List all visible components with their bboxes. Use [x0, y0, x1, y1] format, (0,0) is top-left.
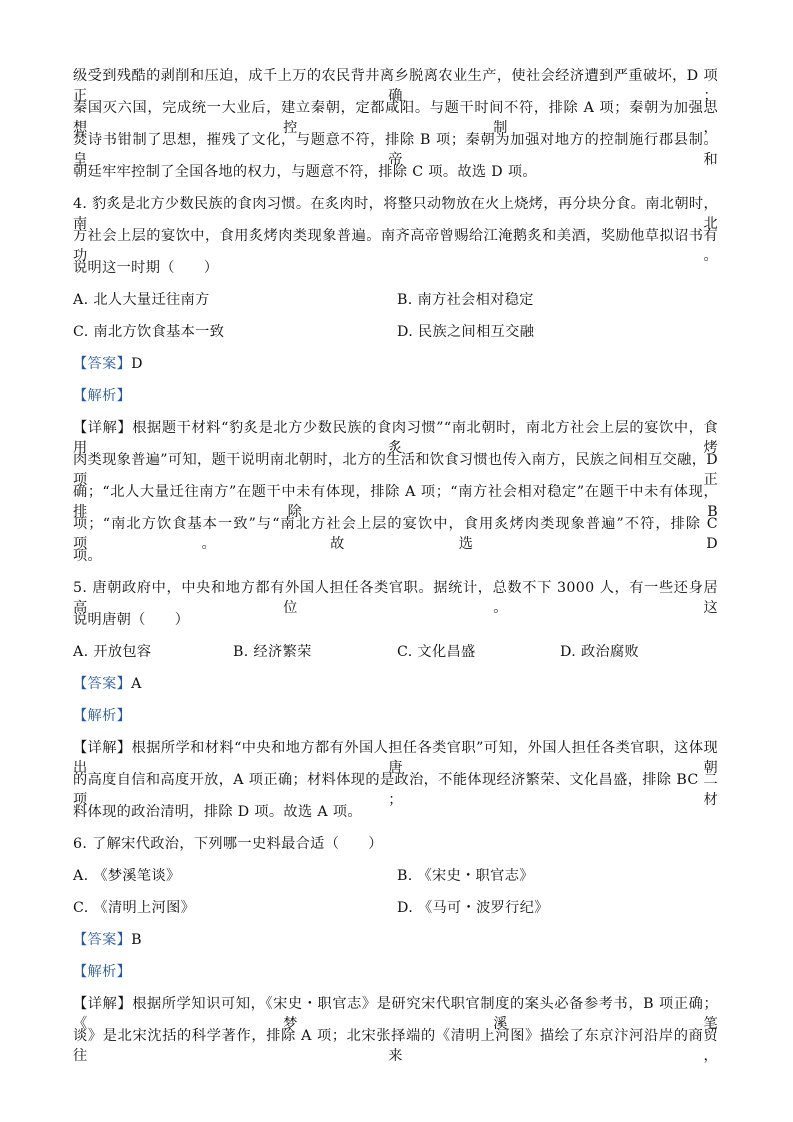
question-5-option-c: C. 文化昌盛	[397, 644, 476, 660]
analysis-tag: 【解析】	[73, 388, 132, 404]
detail-line: 料体现的政治清明，排除 D 项。故选 A 项。	[73, 804, 362, 820]
answer-value: A	[131, 676, 142, 692]
paragraph-line: 焚诗书钳制了思想，摧残了文化，与题意不符，排除 B 项；秦朝为加强对地方的控制施行郡县制。皇帝和	[73, 132, 718, 168]
answer-line	[73, 674, 142, 694]
question-4-stem: 4. 豹炙是北方少数民族的食肉习惯。在炙肉时，将整只动物放在火上烧烤，再分块分食。南北朝时，南北	[73, 196, 718, 232]
question-5-option-a: A. 开放包容	[73, 644, 152, 660]
detail-line: 的高度自信和高度开放，A 项正确；材料体现的是政治，不能体现经济繁荣、文化昌盛，排除 BC 二项；材	[73, 772, 718, 808]
detail-line: 谈》是北宋沈括的科学著作，排除 A 项；北宋张择端的《清明上河图》描绘了东京汴河沿岸的商贸往来，	[73, 1028, 718, 1064]
analysis-tag: 【解析】	[73, 708, 132, 724]
analysis-line	[73, 962, 131, 982]
question-5-option-b: B. 经济繁荣	[233, 644, 312, 660]
answer-tag: 【答案】	[73, 932, 132, 948]
answer-tag: 【答案】	[73, 356, 132, 372]
question-5-stem: 说明唐朝（ ）	[73, 612, 190, 628]
question-6-option-b: B. 《宋史・职官志》	[397, 868, 534, 884]
question-6-stem: 6. 了解宋代政治，下列哪一史料最合适（ ）	[73, 836, 383, 852]
question-6-option-c: C. 《清明上河图》	[73, 900, 196, 916]
question-4-option-b: B. 南方社会相对稳定	[397, 292, 534, 308]
analysis-line	[73, 386, 131, 406]
answer-line	[73, 930, 142, 950]
detail-text: 根据所学和材料“中央和地方都有外国人担任各类官职”可知，外国人担任各类官职，这体现出唐朝	[73, 740, 718, 776]
paragraph-line: 朝廷牢牢控制了全国各地的权力，与题意不符，排除 C 项。故选 D 项。	[73, 164, 537, 180]
question-4-stem: 方社会上层的宴饮中，食用炙烤肉类现象普遍。南齐高帝曾赐给江淹鹅炙和美酒，奖励他草拟诏书有功。	[73, 228, 718, 264]
detail-tag: 【详解】	[73, 420, 133, 436]
analysis-line	[73, 706, 131, 726]
analysis-tag: 【解析】	[73, 964, 132, 980]
question-4-option-c: C. 南北方饮食基本一致	[73, 324, 225, 340]
question-4-stem: 说明这一时期（ ）	[73, 260, 219, 276]
detail-line: 项。	[73, 548, 103, 564]
detail-text: 根据题干材料“豹炙是北方少数民族的食肉习惯”“南北朝时，南北方社会上层的宴饮中，食用炙烤	[73, 420, 718, 456]
question-5-option-d: D. 政治腐败	[560, 644, 640, 660]
answer-line	[73, 354, 143, 374]
question-5-stem: 5. 唐朝政府中，中央和地方都有外国人担任各类官职。据统计，总数不下 3000 人，有一些还身居高位。这	[73, 580, 718, 616]
answer-tag: 【答案】	[73, 676, 132, 692]
detail-line: 确；“北人大量迁往南方”在题干中未有体现，排除 A 项；“南方社会相对稳定”在题干中未有体现，排除 B	[73, 484, 718, 520]
paragraph-line: 秦国灭六国，完成统一大业后，建立秦朝，定都咸阳。与题干时间不符，排除 A 项；秦朝为加强思想控制，	[73, 100, 718, 136]
detail-text: 根据所学知识可知，《宋史・职官志》是研究宋代职官制度的案头必备参考书，B 项正确；《梦溪笔	[73, 996, 718, 1032]
paragraph-line: 级受到残酷的剥削和压迫，成千上万的农民背井离乡脱离农业生产，使社会经济遭到严重破坏，D 项正确；	[73, 68, 718, 104]
question-6-option-d: D. 《马可・波罗行纪》	[397, 900, 549, 916]
question-4-option-d: D. 民族之间相互交融	[397, 324, 535, 340]
answer-value: D	[131, 356, 143, 372]
detail-tag: 【详解】	[73, 740, 132, 756]
detail-line: 肉类现象普遍”可知，题干说明南北朝时，北方的生活和饮食习惯也传入南方，民族之间相互交融，D 项正	[73, 452, 718, 488]
detail-line: 项；“南北方饮食基本一致”与“南北方社会上层的宴饮中，食用炙烤肉类现象普遍”不符，排除 C 项。故选 D	[73, 516, 718, 552]
question-6-option-a: A. 《梦溪笔谈》	[73, 868, 181, 884]
answer-value: B	[131, 932, 142, 948]
detail-tag: 【详解】	[73, 996, 133, 1012]
question-4-option-a: A. 北人大量迁往南方	[73, 292, 210, 308]
